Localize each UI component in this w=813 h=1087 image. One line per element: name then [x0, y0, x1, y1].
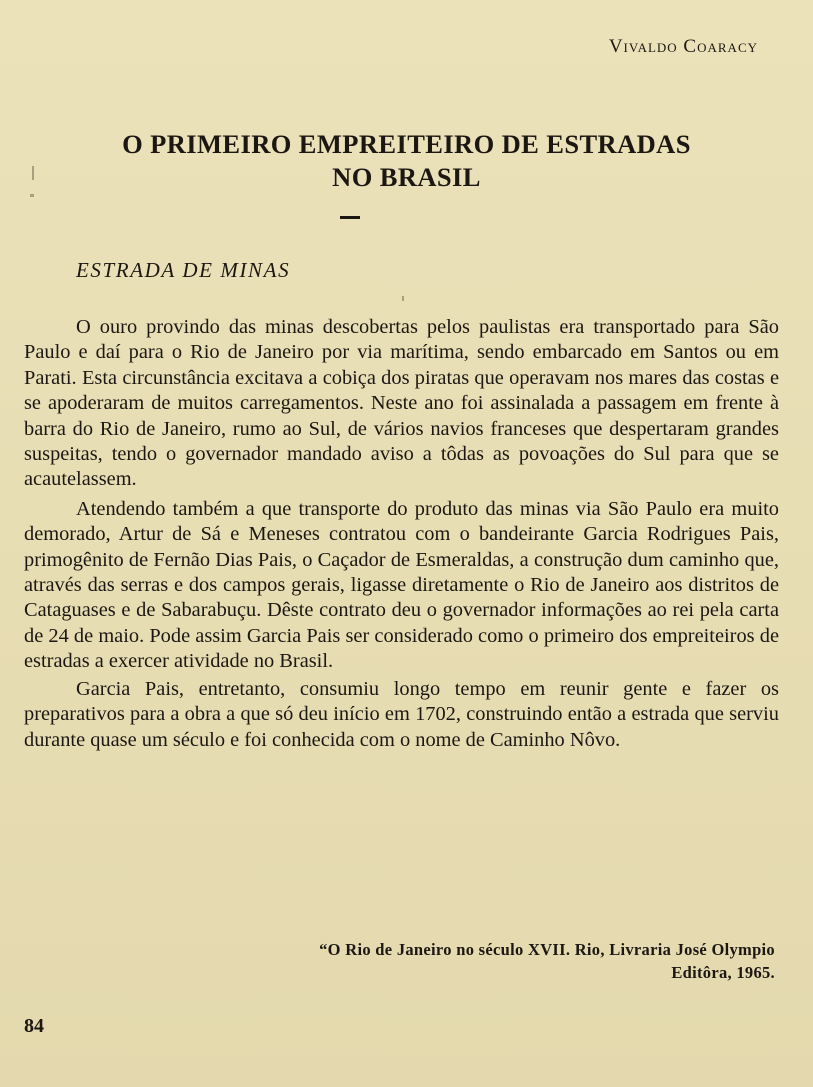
citation-line-2: Editôra, 1965. [671, 963, 775, 982]
section-heading: ESTRADA DE MINAS [76, 258, 291, 282]
print-speck [32, 166, 34, 180]
title-divider [340, 216, 360, 219]
citation-line-1: “O Rio de Janeiro no século XVII. Rio, Livraria José Olympio [319, 940, 775, 959]
page-number: 84 [24, 1015, 44, 1037]
chapter-title-line-2: NO BRASIL [332, 162, 481, 192]
paragraph: Atendendo também a que transporte do produto das minas via São Paulo era muito demorado, Artur de Sá e Meneses contratou com o bandeirante Garcia Rodrigues Pais, primogênito de Fernão Dias Pais, o Caçador de Esmeraldas, a construção dum caminho que, através das serras e dos campos gerais, ligasse diretamente o Rio de Janeiro aos distritos de Cataguases e de Sabarabuçu. Dêste contrato deu o governador informações ao rei pela carta de 24 de maio. Pode assim Garcia Pais ser considerado como o primeiro dos empreiteiros de estradas a exercer atividade no Brasil. [24, 497, 779, 673]
paragraph: Garcia Pais, entretanto, consumiu longo tempo em reunir gente e fazer os preparativos para a obra a que só deu início em 1702, construindo então a estrada que serviu durante quase um século e foi conhecida com o nome de Caminho Nôvo. [24, 677, 779, 751]
running-head-author: Vivaldo Coaracy [608, 36, 758, 57]
print-speck [402, 296, 404, 301]
print-speck [30, 194, 34, 197]
body-text [24, 315, 779, 753]
paragraph: O ouro provindo das minas descobertas pelos paulistas era transportado para São Paulo e daí para o Rio de Janeiro por via marítima, sendo embarcado em Santos ou em Parati. Esta circunstância excitava a cobiça dos piratas que operavam nos mares das costas e se apoderaram de muitos carregamentos. Neste ano foi assinalada a passagem em frente à barra do Rio de Janeiro, rumo ao Sul, de vários navios franceses que despertaram grandes suspeitas, tendo o governador mandado aviso a tôdas as povoações do Sul para que se acautelassem. [24, 316, 779, 491]
chapter-title [0, 128, 813, 194]
chapter-title-line-1: O PRIMEIRO EMPREITEIRO DE ESTRADAS [122, 129, 691, 159]
citation [319, 938, 775, 984]
